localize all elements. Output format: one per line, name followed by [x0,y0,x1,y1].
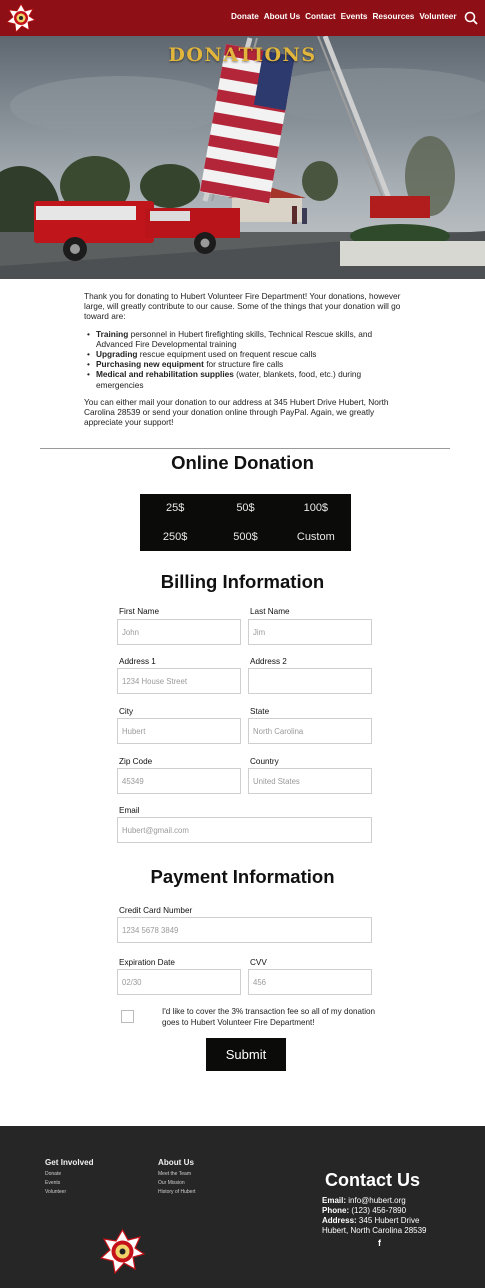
footer-link-volunteer[interactable]: Volunteer [45,1189,67,1195]
amount-250-button[interactable]: 250$ [162,530,188,543]
nav-resources[interactable]: Resources [372,12,415,21]
page-title: DONATIONS [168,44,317,66]
search-icon[interactable] [464,11,478,25]
online-donation-heading: Online Donation [171,452,314,473]
list-item-text: rescue equipment used on frequent rescue calls [137,349,317,360]
nav-volunteer[interactable]: Volunteer [419,12,457,21]
contact-heading: Contact Us [325,1170,421,1190]
intro-paragraph-2: You can either mail your donation to our address at 345 Hubert Drive Hubert, North Carolina 28539 or send your donation online through PayPal. Again, we greatly appreciate your support! [84,396,389,428]
hero-banner [0,36,485,279]
phone-label: Phone: [322,1206,350,1215]
zip-label: Zip Code [119,757,153,766]
expiration-field[interactable]: 02/30 [117,969,241,995]
footer-link-meet-team[interactable]: Meet the Team [158,1171,191,1177]
cvv-field[interactable]: 456 [248,969,372,995]
state-field[interactable]: North Carolina [248,718,372,744]
fire-department-badge-icon [100,1229,145,1274]
top-nav [0,0,485,36]
fire-department-logo-icon[interactable] [6,3,36,33]
hero-photo [0,36,485,279]
amount-500-button[interactable]: 500$ [233,530,258,543]
card-number-label: Credit Card Number [119,906,193,915]
payment-heading: Payment Information [150,866,335,887]
city-label: City [119,707,134,716]
address1-field[interactable]: 1234 House Street [117,668,241,694]
address1-label: Address 1 [119,657,156,666]
country-label: Country [250,757,279,766]
contact-phone: (123) 456-7890 [351,1206,407,1215]
footer-about-us-title: About Us [158,1158,194,1167]
list-item-bold: Training [96,328,129,339]
footer-link-mission[interactable]: Our Mission [158,1180,185,1186]
list-item-text: for structure fire calls [203,359,284,370]
cover-fee-label: I'd like to cover the 3% transaction fee so all of my donation goes to Hubert Volunteer Fire Department! [162,1007,375,1027]
footer-get-involved [45,1157,94,1197]
email-label: Email [119,806,140,815]
zip-field[interactable]: 45349 [117,768,241,794]
list-item-text: personnel in Hubert firefighting skills, Technical Rescue skills, and Advanced Fire Developmental training [96,328,373,349]
amount-25-button[interactable]: 25$ [165,502,185,515]
facebook-icon[interactable]: f [378,1238,381,1248]
first-name-label: First Name [119,607,160,616]
cvv-label: CVV [250,958,267,967]
footer-link-events[interactable]: Events [45,1180,61,1186]
footer-about-us [158,1157,196,1197]
list-item [96,349,404,359]
list-item-bold: Medical and rehabilitation supplies [96,369,234,380]
contact-info [322,1196,447,1236]
last-name-field[interactable]: Jim [248,619,372,645]
country-field[interactable]: United States [248,768,372,794]
first-name-field[interactable]: John [117,619,241,645]
list-item [96,369,404,389]
state-label: State [250,707,270,716]
nav-contact[interactable]: Contact [305,12,336,21]
contact-email[interactable]: info@hubert.org [348,1196,406,1205]
nav-donate[interactable]: Donate [231,12,259,21]
submit-button[interactable]: Submit [206,1038,286,1071]
address2-field[interactable] [248,668,372,694]
donation-uses-list [96,329,404,390]
email-label: Email: [322,1196,347,1205]
amount-50-button[interactable]: 50$ [236,502,255,515]
section-divider [40,448,450,449]
list-item-bold: Purchasing new equipment [96,359,204,370]
list-item [96,329,404,349]
amount-100-button[interactable]: 100$ [303,502,329,515]
email-field[interactable]: Hubert@gmail.com [117,817,372,843]
last-name-label: Last Name [250,607,290,616]
city-field[interactable]: Hubert [117,718,241,744]
list-item-bold: Upgrading [96,349,138,360]
nav-events[interactable]: Events [340,12,368,21]
list-item-text: (water, blankets, food, etc.) during emergencies [96,369,362,390]
address2-label: Address 2 [250,657,287,666]
cover-fee-checkbox[interactable] [121,1010,134,1023]
amount-custom-button[interactable]: Custom [296,530,335,543]
address-label: Address: [322,1216,357,1225]
contact-address: 345 Hubert Drive Hubert, North Carolina 28539 [322,1216,427,1235]
list-item [96,359,404,369]
card-number-field[interactable]: 1234 5678 3849 [117,917,372,943]
footer-link-history[interactable]: History of Hubert [158,1189,196,1195]
expiration-label: Expiration Date [119,958,175,967]
intro-text [84,291,404,434]
footer-link-donate[interactable]: Donate [45,1171,62,1177]
donation-amount-grid [140,494,351,551]
nav-about-us[interactable]: About Us [263,12,301,21]
billing-heading: Billing Information [160,571,325,592]
footer-get-involved-title: Get Involved [45,1158,94,1167]
intro-paragraph-1: Thank you for donating to Hubert Volunteer Fire Department! Your donations, however large, will greatly contribute to our cause. Some of the things that your donation will go toward are: [84,291,401,322]
